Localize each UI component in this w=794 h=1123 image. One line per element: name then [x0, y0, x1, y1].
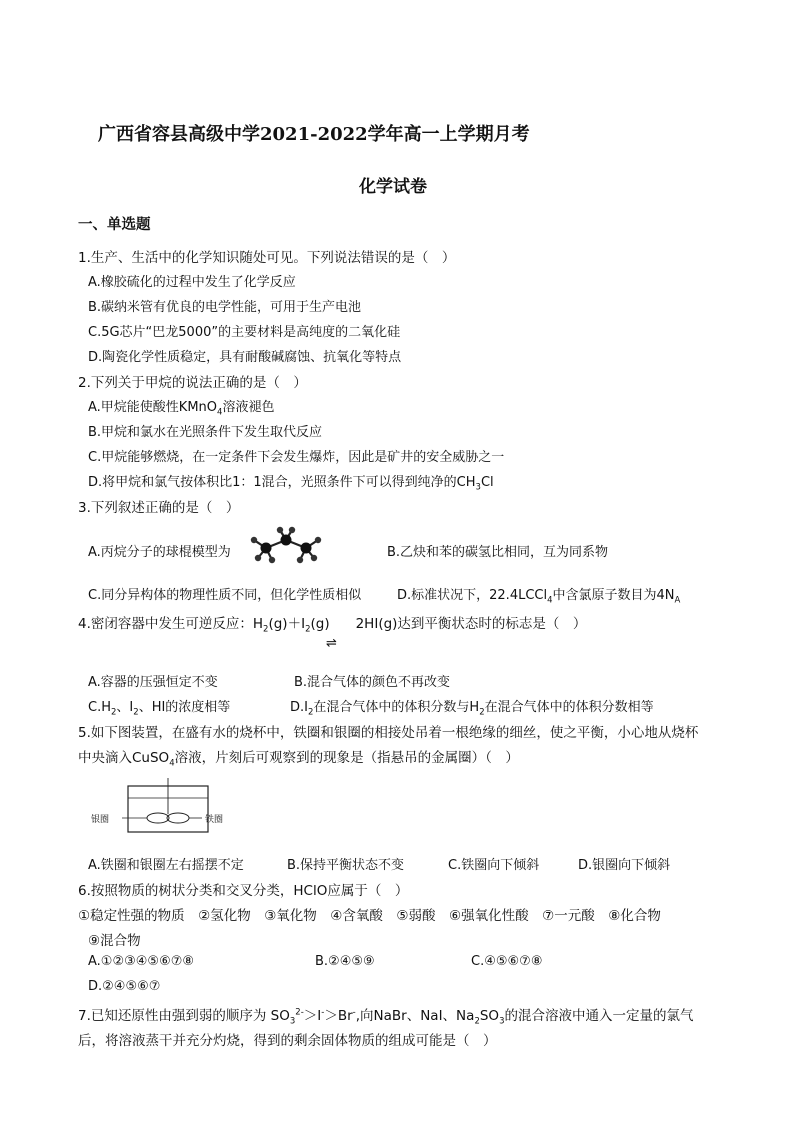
q6-option-d: D.②④⑤⑥⑦: [88, 979, 161, 994]
q2-option-c: C.甲烷能够燃烧，在一定条件下会发生爆炸，因此是矿井的安全威胁之一: [88, 450, 505, 465]
q1-option-a: A.橡胶硫化的过程中发生了化学反应: [88, 275, 296, 290]
q7-stem-line2: 后，将溶液蒸干并充分灼烧，得到的剩余固体物质的组成可能是（ ）: [78, 1033, 497, 1049]
q3-option-c: C.同分异构体的物理性质不同，但化学性质相似: [88, 588, 362, 603]
q2-option-d: D.将甲烷和氯气按体积比1：1混合，光照条件下可以得到纯净的$CH_3Cl$: [88, 475, 494, 493]
propane-ball-stick-model: [248, 526, 324, 564]
q4-option-d: $D.I_2$在混合气体中的体积分数与$H_2$在混合气体中的体积分数相等: [290, 700, 654, 718]
q5-option-a: A.铁圈和银圈左右摇摆不定: [88, 858, 244, 873]
q1-stem: 1.生产、生活中的化学知识随处可见。下列说法错误的是（ ）: [78, 250, 456, 266]
q6-option-b: B.②④⑤⑨: [315, 954, 375, 969]
q6-option-c: C.④⑤⑥⑦⑧: [471, 954, 543, 969]
q5-stem-line2: 中央滴入CuSO$_4$溶液，片刻后可观察到的现象是（指悬吊的金属圈）（ ）: [78, 750, 519, 769]
q4-stem: 4.密闭容器中发生可逆反应：$H_2(g)+I_2(g)$ 2HI(g)达到平衡状态时的标志是（ ）: [78, 616, 587, 635]
section-heading: 一、单选题: [78, 217, 151, 233]
q4-option-a: A.容器的压强恒定不变: [88, 675, 218, 690]
diagram-label-silver-ring: 银圈: [91, 815, 110, 825]
q5-option-b: B.保持平衡状态不变: [287, 858, 405, 873]
q2-option-a: A.甲烷能使酸性KMnO$_4$溶液褪色: [88, 400, 275, 418]
page-subtitle: 化学试卷: [359, 177, 427, 197]
q6-option-a: A.①②③④⑤⑥⑦⑧: [88, 954, 195, 969]
q1-option-d: D.陶瓷化学性质稳定，具有耐酸碱腐蚀、抗氧化等特点: [88, 350, 402, 365]
diagram-label-iron-ring: 铁圈: [205, 815, 224, 825]
equilibrium-arrow-icon: ⇌: [326, 636, 337, 651]
q5-option-d: D.银圈向下倾斜: [578, 858, 671, 873]
beaker-diagram: [88, 778, 238, 838]
q3-stem: 3.下列叙述正确的是（ ）: [78, 500, 240, 516]
q1-option-b: B.碳纳米管有优良的电学性能，可用于生产电池: [88, 300, 362, 315]
q2-option-b: B.甲烷和氯水在光照条件下发生取代反应: [88, 425, 323, 440]
q5-option-c: C.铁圈向下倾斜: [448, 858, 540, 873]
q5-stem-line1: 5.如下图装置，在盛有水的烧杯中，铁圈和银圈的相接处吊着一根绝缘的细丝，使之平衡，小心地从烧杯: [78, 725, 699, 741]
q4-option-c: $C.H_2$、$I_2$、HI的浓度相等: [88, 700, 231, 718]
q2-stem: 2.下列关于甲烷的说法正确的是（ ）: [78, 375, 307, 391]
q6-items-line2: ⑨混合物: [88, 933, 141, 949]
page-title: 广西省容县高级中学2021-2022学年高一上学期月考: [98, 124, 530, 145]
q4-option-b: B.混合气体的颜色不再改变: [294, 675, 451, 690]
q3-option-b: B.乙炔和苯的碳氢比相同，互为同系物: [387, 545, 609, 560]
q1-option-c: C.5G芯片“巴龙5000”的主要材料是高纯度的二氧化硅: [88, 325, 401, 340]
q3-option-d: D.标准状况下，22.4LCCl$_4$中含氯原子数目为$4N_A$: [397, 588, 681, 606]
q6-items-line1: ①稳定性强的物质 ②氢化物 ③氧化物 ④含氧酸 ⑤弱酸 ⑥强氧化性酸 ⑦一元酸 ⑧化合物: [78, 908, 661, 924]
q6-stem: 6.按照物质的树状分类和交叉分类，HClO应属于（ ）: [78, 883, 409, 899]
q3-option-a: A.丙烷分子的球棍模型为: [88, 545, 231, 560]
q7-stem-line1: 7.已知还原性由强到弱的顺序为 $SO_3^{2-}>I^->Br^-$,向NaBr、NaI、$Na_2SO_3$的混合溶液中通入一定量的氯气: [78, 1007, 694, 1027]
